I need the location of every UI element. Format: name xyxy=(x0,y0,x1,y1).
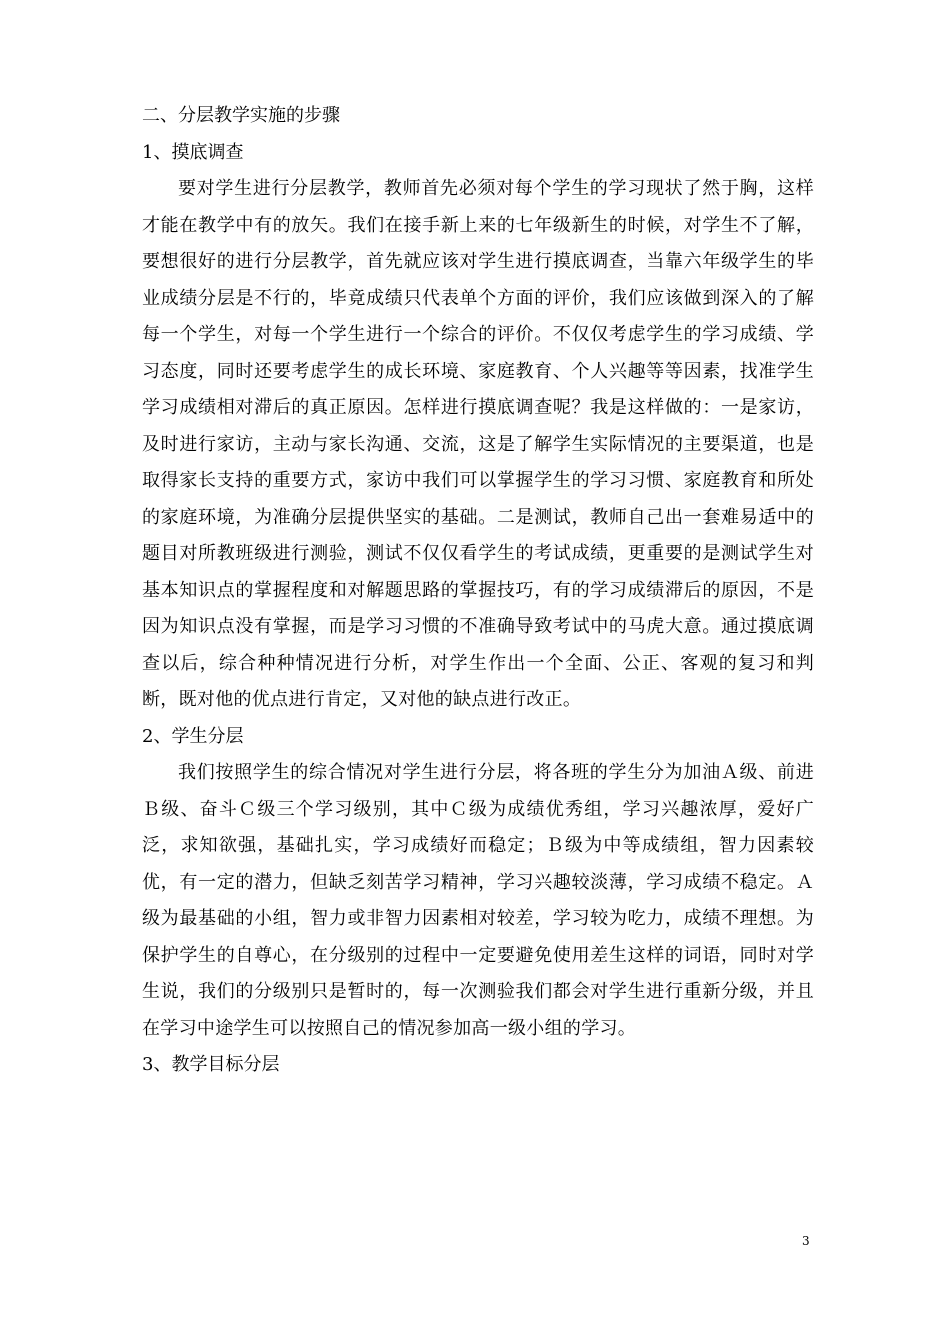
section-title: 二、分层教学实施的步骤 xyxy=(142,105,340,126)
subsection-heading-survey: 1、摸底调查 xyxy=(142,141,244,163)
document-body xyxy=(142,98,814,1084)
subsection-heading-student-layering: 2、学生分层 xyxy=(142,725,244,747)
subsection-heading-teaching-goals: 3、教学目标分层 xyxy=(142,1054,280,1075)
page-number: 3 xyxy=(802,1234,810,1248)
paragraph-student-layering: 我们按照学生的综合情况对学生进行分层，将各班的学生分为加油Ａ级、前进Ｂ级、奋斗Ｃ级三个学习级别，其中Ｃ级为成绩优秀组，学习兴趣浓厚，爱好广泛，求知欲强，基础扎实，学习成绩好而稳定；Ｂ级为中等成绩组，智力因素较优，有一定的潜力，但缺乏刻苦学习精神，学习兴趣较淡薄，学习成绩不稳定。Ａ级为最基础的小组，智力或非智力因素相对较差，学习较为吃力，成绩不理想。为保护学生的自尊心，在分级别的过程中一定要避免使用差生这样的词语，同时对学生说，我们的分级别只是暂时的，每一次测验我们都会对学生进行重新分级，并且在学习中途学生可以按照自己的情况参加高一级小组的学习。 xyxy=(142,762,814,1039)
paragraph-survey: 要对学生进行分层教学，教师首先必须对每个学生的学习现状了然于胸，这样才能在教学中有的放矢。我们在接手新上来的七年级新生的时候，对学生不了解，要想很好的进行分层教学，首先就应该对学生进行摸底调查，当靠六年级学生的毕业成绩分层是不行的，毕竟成绩只代表单个方面的评价，我们应该做到深入的了解每一个学生，对每一个学生进行一个综合的评价。不仅仅考虑学生的学习成绩、学习态度，同时还要考虑学生的成长环境、家庭教育、个人兴趣等等因素，找准学生学习成绩相对滞后的真正原因。怎样进行摸底调查呢？我是这样做的：一是家访，及时进行家访，主动与家长沟通、交流，这是了解学生实际情况的主要渠道，也是取得家长支持的重要方式，家访中我们可以掌握学生的学习习惯、家庭教育和所处的家庭环境，为准确分层提供坚实的基础。二是测试，教师自己出一套难易适中的题目对所教班级进行测验，测试不仅仅看学生的考试成绩，更重要的是测试学生对基本知识点的掌握程度和对解题思路的掌握技巧，有的学习成绩滞后的原因，不是因为知识点没有掌握，而是学习习惯的不准确导致考试中的马虎大意。通过摸底调查以后，综合种种情况进行分析，对学生作出一个全面、公正、客观的复习和判断，既对他的优点进行肯定，又对他的缺点进行改正。 xyxy=(142,178,814,710)
